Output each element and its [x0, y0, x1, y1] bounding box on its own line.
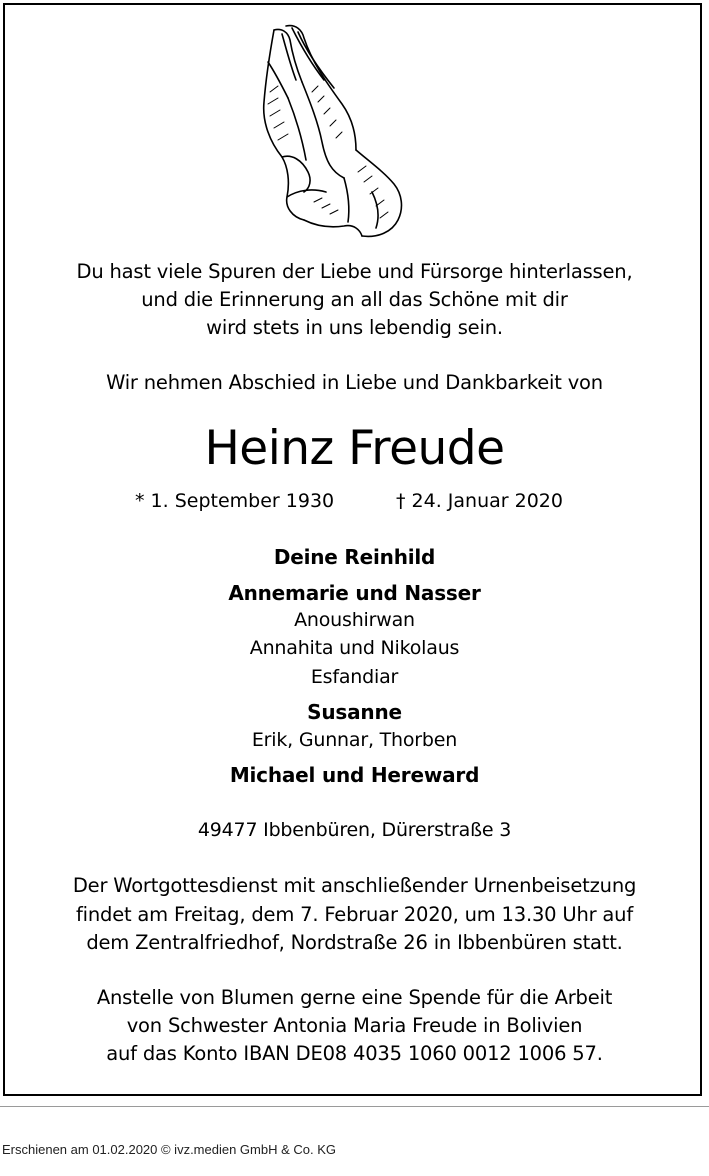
- family-member: Esfandiar: [310, 666, 399, 688]
- family-member: Annahita und Nikolaus: [249, 637, 460, 659]
- service-line-1: Der Wortgottesdienst mit anschließender Urnenbeisetzung: [72, 874, 637, 897]
- death-date: † 24. Januar 2020: [396, 490, 563, 512]
- verse-line-1: Du hast viele Spuren der Liebe und Fürsorge hinterlassen,: [76, 260, 633, 283]
- mourning-address: 49477 Ibbenbüren, Dürerstraße 3: [197, 819, 512, 841]
- service-line-2: findet am Freitag, dem 7. Februar 2020, um 13.30 Uhr auf: [75, 903, 634, 926]
- donation-line-1: Anstelle von Blumen gerne eine Spende für die Arbeit: [96, 986, 613, 1009]
- service-line-3: dem Zentralfriedhof, Nordstraße 26 in Ibbenbüren statt.: [86, 931, 623, 954]
- footer-divider: [0, 1106, 709, 1107]
- family-member: Michael und Hereward: [229, 763, 480, 787]
- farewell-intro: Wir nehmen Abschied in Liebe und Dankbarkeit von: [106, 371, 603, 394]
- deceased-name: Heinz Freude: [204, 421, 505, 476]
- family-member: Susanne: [307, 700, 402, 724]
- family-member: Erik, Gunnar, Thorben: [251, 729, 458, 751]
- donation-line-3: auf das Konto IBAN DE08 4035 1060 0012 1006 57.: [106, 1042, 603, 1065]
- family-member: Deine Reinhild: [273, 545, 436, 569]
- verse-line-2: und die Erinnerung an all das Schöne mit dir: [141, 288, 568, 311]
- family-member: Anoushirwan: [294, 609, 415, 631]
- publication-footer: Erschienen am 01.02.2020 © ivz.medien GmbH & Co. KG: [2, 1142, 337, 1157]
- donation-line-2: von Schwester Antonia Maria Freude in Bolivien: [126, 1014, 583, 1037]
- praying-hands-icon: [252, 22, 412, 244]
- verse-line-3: wird stets in uns lebendig sein.: [206, 316, 503, 339]
- family-member: Annemarie und Nasser: [228, 581, 481, 605]
- birth-date: * 1. September 1930: [135, 490, 335, 512]
